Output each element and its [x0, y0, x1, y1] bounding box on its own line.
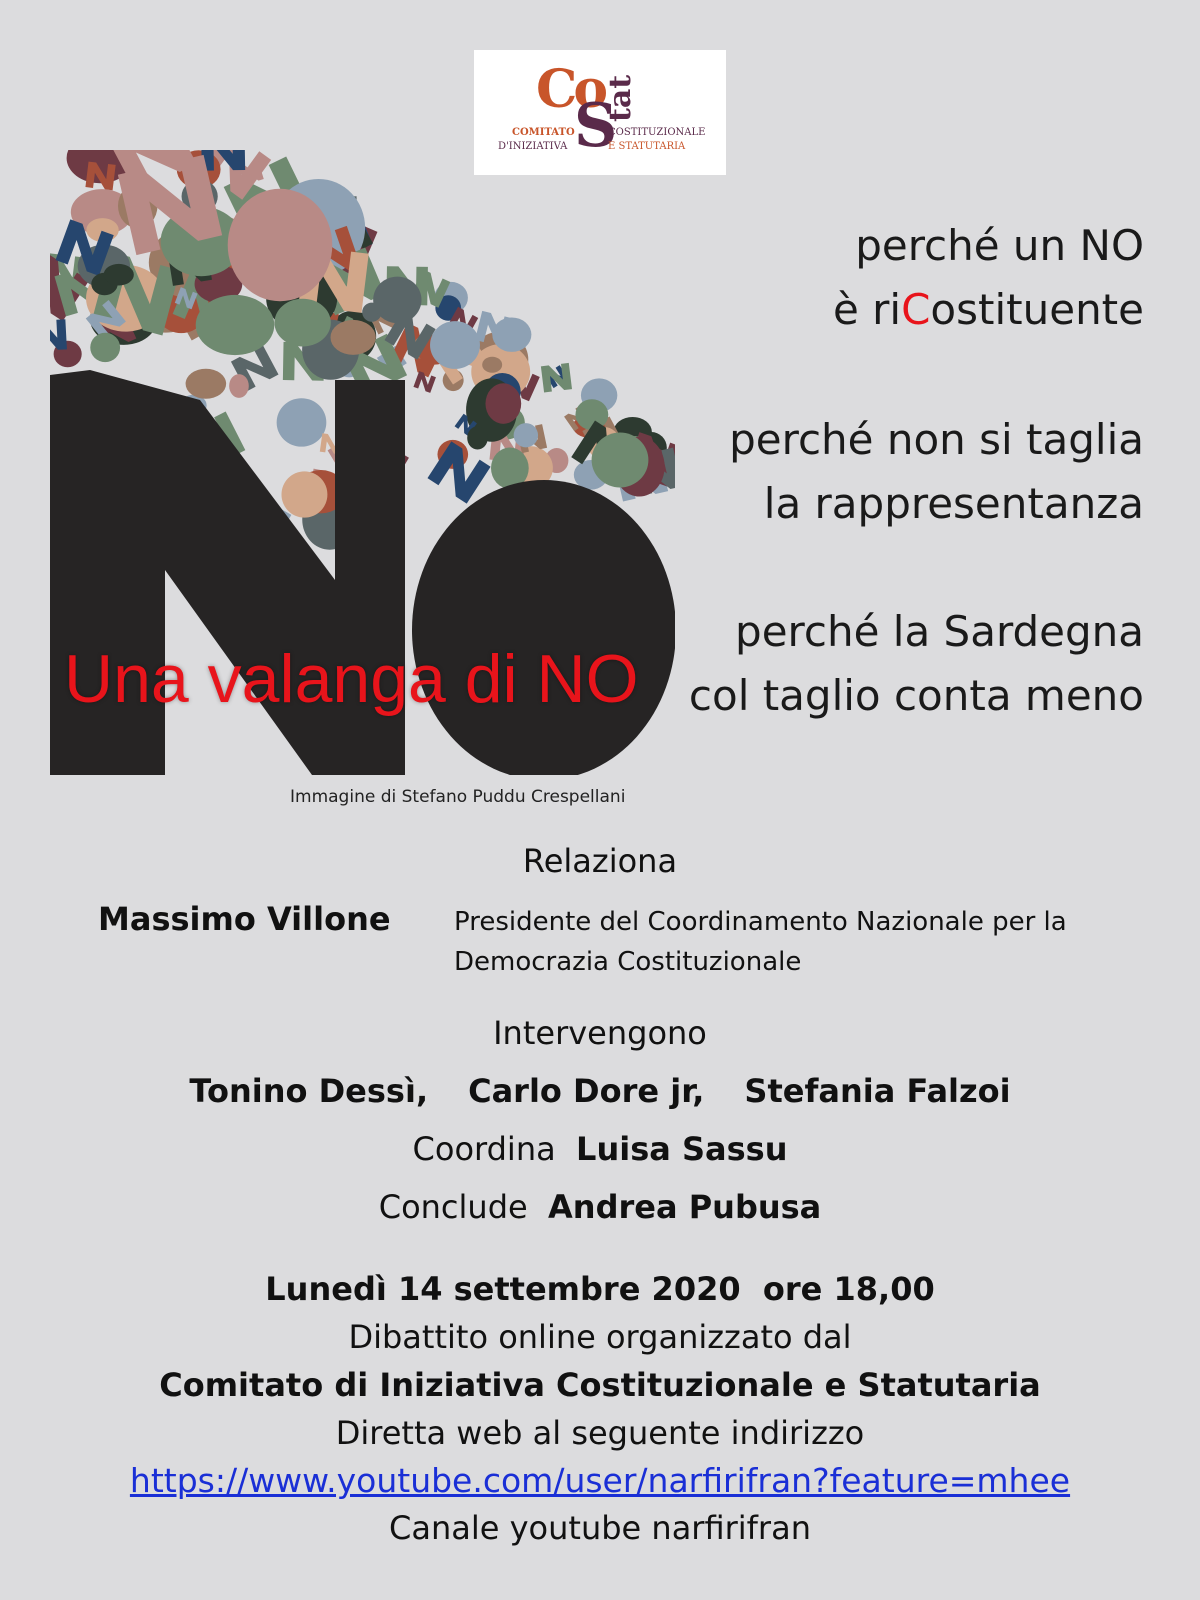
confetti-o-letter	[492, 317, 531, 351]
image-credit: Immagine di Stefano Puddu Crespellani	[290, 787, 626, 807]
main-speaker-name: Massimo Villone	[98, 900, 391, 938]
confetti-o-letter	[277, 398, 327, 446]
confetti-o-letter	[228, 189, 333, 301]
confetti-o-letter	[592, 433, 649, 488]
intervengono-label: Intervengono	[493, 1014, 707, 1052]
logo-s: S	[574, 91, 618, 161]
logo-right-line1: COSTITUZIONALE	[608, 127, 706, 138]
confetti-o-letter	[281, 471, 327, 517]
logo-left-line1: COMITATO	[512, 127, 575, 138]
confetti-o-letter	[196, 295, 275, 355]
speaker-name: Tonino Dessì,	[189, 1072, 429, 1110]
concluder-name: Andrea Pubusa	[548, 1188, 822, 1226]
coordinator-name: Luisa Sassu	[576, 1130, 788, 1168]
role-line: Democrazia Costituzionale	[454, 947, 802, 977]
slogan-text: ostituente	[930, 285, 1144, 334]
logo-co: Co	[536, 59, 605, 120]
stream-label: Diretta web al seguente indirizzo	[335, 1414, 865, 1452]
event-organizer: Comitato di Iniziativa Costituzionale e Statutaria	[159, 1366, 1041, 1404]
confetti-o-letter	[186, 369, 227, 399]
big-o-letter	[412, 480, 675, 775]
speaker-name: Stefania Falzoi	[744, 1072, 1011, 1110]
event-description: Dibattito online organizzato dal	[348, 1318, 852, 1356]
main-speaker-role	[454, 902, 1134, 982]
confetti-o-letter	[274, 299, 330, 347]
slogan-line: perché non si taglia	[729, 415, 1144, 464]
confetti-o-letter	[104, 264, 134, 286]
confetti-o-letter	[485, 383, 521, 424]
confetti-o-letter	[373, 277, 421, 324]
logo-left-line2: D'INIZIATIVA	[498, 141, 568, 152]
slogan-sardegna	[689, 600, 1144, 728]
slogan-recostituente	[833, 214, 1144, 342]
slogan-line	[833, 278, 1144, 342]
confetti-o-letter	[482, 357, 502, 373]
conclude-line	[0, 1188, 1200, 1226]
confetti-n-letter	[50, 319, 67, 351]
confetti-o-letter	[90, 333, 120, 362]
confetti-o-letter	[430, 321, 480, 369]
slogan-line: col taglio conta meno	[688, 671, 1144, 720]
slogan-line: perché un NO	[855, 221, 1144, 270]
slogan-line: la rappresentanza	[763, 479, 1144, 528]
speakers-row	[0, 1072, 1200, 1110]
stream-link-row	[0, 1461, 1200, 1500]
confetti-o-letter	[467, 426, 488, 449]
coordina-label: Coordina	[412, 1130, 556, 1168]
coordinator-line	[0, 1130, 1200, 1168]
relaziona-label: Relaziona	[522, 842, 678, 880]
confetti-o-letter	[514, 423, 538, 447]
logo-right-line2: E STATUTARIA	[608, 141, 686, 152]
conclude-label: Conclude	[378, 1188, 528, 1226]
speaker-name: Carlo Dore jr,	[468, 1072, 705, 1110]
slogan-accent-letter: C	[901, 285, 931, 334]
event-date-time: Lunedì 14 settembre 2020 ore 18,00	[265, 1270, 935, 1308]
slogan-rappresentanza	[729, 408, 1144, 536]
slogan-line: perché la Sardegna	[735, 607, 1144, 656]
confetti-n-letter	[427, 441, 490, 503]
logo-tat: tat	[603, 74, 638, 122]
youtube-channel: Canale youtube narfirifran	[389, 1509, 811, 1547]
confetti-o-letter	[229, 374, 249, 398]
stream-link[interactable]: https://www.youtube.com/user/narfirifran?feature=mhee	[129, 1461, 1071, 1500]
role-line: Presidente del Coordinamento Nazionale per la	[454, 907, 1067, 937]
artwork-title: Una valanga di NO	[64, 641, 639, 717]
confetti-o-letter	[330, 320, 375, 355]
slogan-text: è ri	[832, 285, 902, 334]
